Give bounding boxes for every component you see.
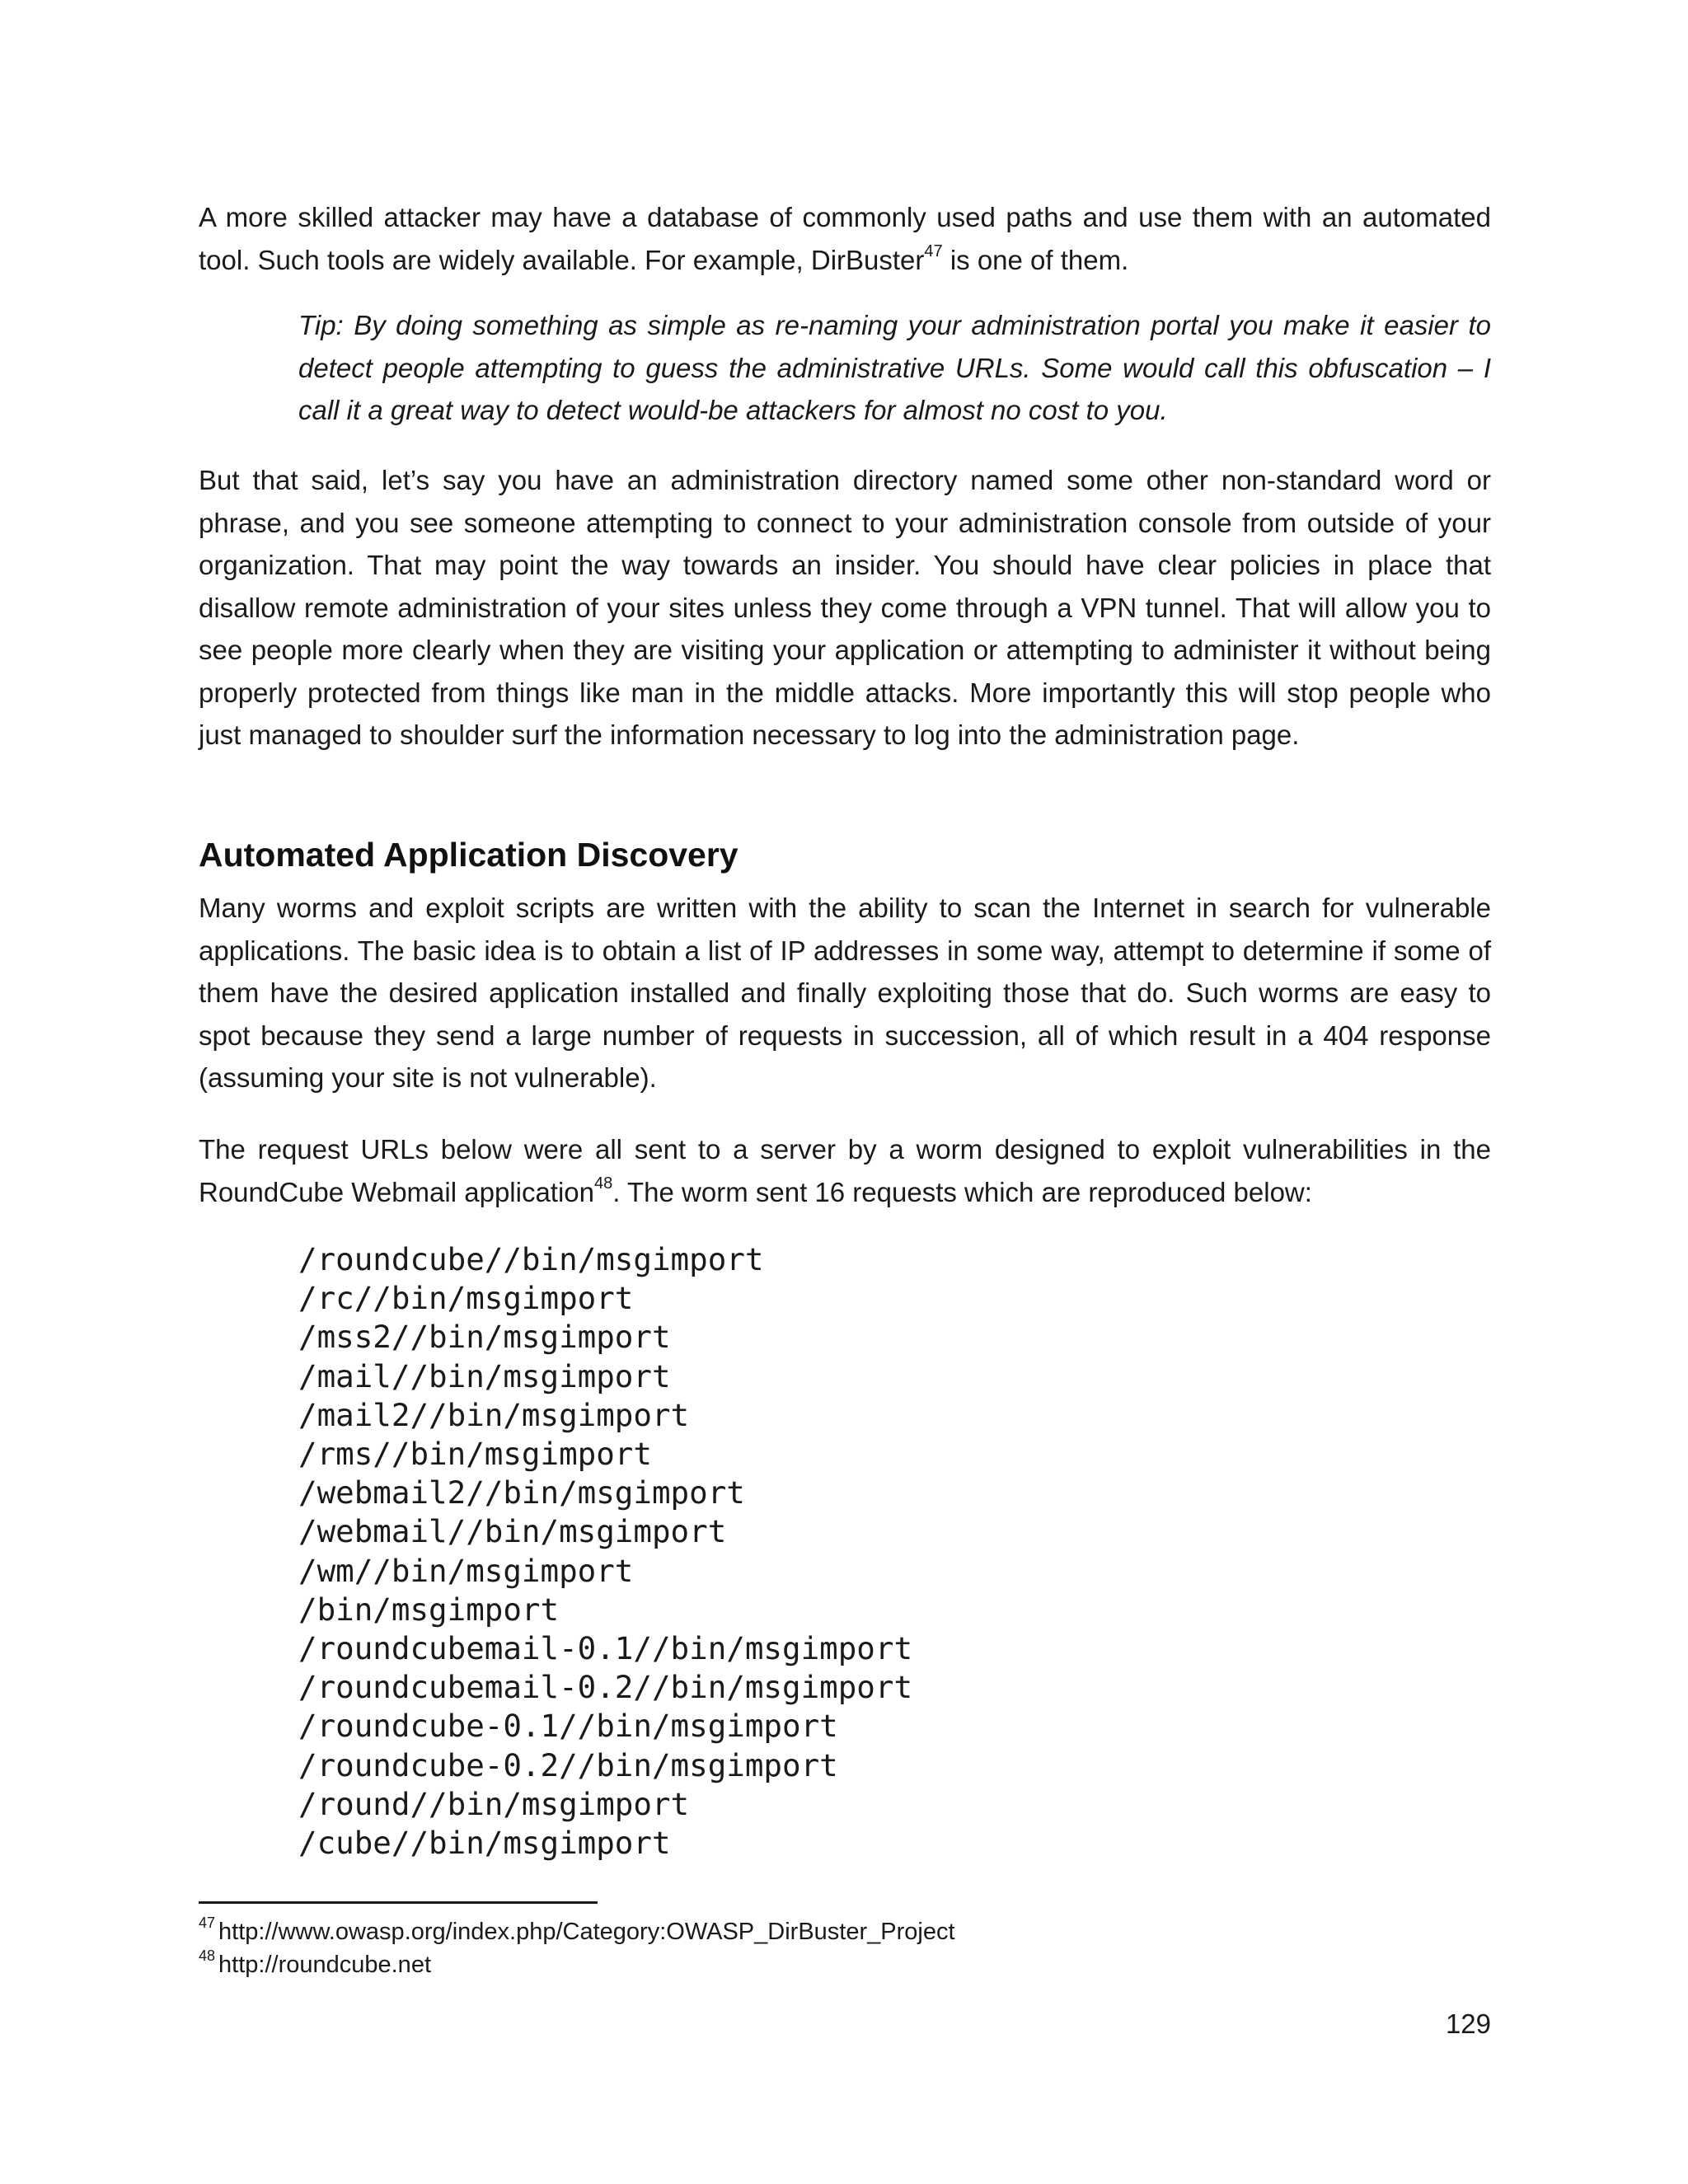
- paragraph-worms: [199, 887, 1491, 1099]
- tip-callout: Tip: By doing something as simple as re-naming your administration portal you make it easier to detect people attempting to guess the administrative URLs. Some would call this obfuscation – I call it a great way to detect would-be attackers for almost no cost to you.: [298, 310, 1491, 425]
- paragraph-roundcube: [199, 1128, 1491, 1213]
- footnote-link[interactable]: http://roundcube.net: [218, 1952, 432, 1978]
- footnote-link[interactable]: http://www.owasp.org/index.php/Category:OWASP_DirBuster_Project: [218, 1919, 955, 1945]
- paragraph-text: Many worms and exploit scripts are written with the ability to scan the Internet in search for vulnerable applications. The basic idea is to obtain a list of IP addresses in some way, attempt to determine if some of them have the desired application installed and finally exploiting those that do. Such worms are easy to spot because they send a large number of requests in succession, all of which result in a 404 response (assuming your site is not vulnerable).: [199, 893, 1491, 1093]
- request-url: /mss2//bin/msgimport: [298, 1319, 671, 1356]
- paragraph-admin-directory: [199, 459, 1491, 757]
- footnote-48: [199, 1948, 955, 1981]
- footnote-number: 48: [199, 1947, 216, 1965]
- paragraph-text: The request URLs below were all sent to a server by a worm designed to exploit vulnerabilities in the RoundCube Webmail application: [199, 1134, 1491, 1207]
- footnote-separator: [199, 1901, 598, 1904]
- section-heading: Automated Application Discovery: [199, 836, 738, 874]
- request-url: /mail//bin/msgimport: [298, 1357, 671, 1394]
- request-url: /webmail//bin/msgimport: [298, 1513, 727, 1550]
- request-url: /cube//bin/msgimport: [298, 1825, 671, 1862]
- request-url: /mail2//bin/msgimport: [298, 1396, 690, 1433]
- request-url: /roundcube-0.2//bin/msgimport: [298, 1746, 838, 1783]
- footnote-ref-48[interactable]: 48: [594, 1174, 613, 1193]
- footnotes: [199, 1915, 955, 1981]
- request-url: /round//bin/msgimport: [298, 1785, 690, 1822]
- paragraph-dirbuster: [199, 196, 1491, 281]
- paragraph-text: . The worm sent 16 requests which are reproduced below:: [612, 1176, 1312, 1207]
- paragraph-text: is one of them.: [942, 244, 1129, 275]
- page-number: 129: [1445, 2008, 1491, 2039]
- request-url: /roundcubemail-0.2//bin/msgimport: [298, 1669, 913, 1706]
- request-url-list: [298, 1240, 912, 1863]
- request-url: /roundcube//bin/msgimport: [298, 1241, 764, 1277]
- footnote-47: [199, 1915, 955, 1948]
- request-url: /roundcubemail-0.1//bin/msgimport: [298, 1630, 913, 1667]
- paragraph-text: But that said, let’s say you have an administration directory named some other non-standard word or phrase, and you see someone attempting to connect to your administration console from outside of your organization. That may point the way towards an insider. You should have clear policies in place that disallow remote administration of your sites unless they come through a VPN tunnel. That will allow you to see people more clearly when they are visiting your application or attempting to administer it without being properly protected from things like man in the middle attacks. More importantly this will stop people who just managed to shoulder surf the information necessary to log into the administration page.: [199, 465, 1491, 750]
- request-url: /rc//bin/msgimport: [298, 1280, 634, 1317]
- request-url: /roundcube-0.1//bin/msgimport: [298, 1708, 838, 1745]
- footnote-ref-47[interactable]: 47: [924, 241, 943, 260]
- request-url: /rms//bin/msgimport: [298, 1436, 652, 1473]
- paragraph-text: A more skilled attacker may have a database of commonly used paths and use them with an automated tool. Such tools are widely available. For example, DirBuster: [199, 202, 1491, 275]
- footnote-number: 47: [199, 1915, 216, 1932]
- request-url: /wm//bin/msgimport: [298, 1552, 634, 1589]
- request-url: /webmail2//bin/msgimport: [298, 1474, 745, 1511]
- request-url: /bin/msgimport: [298, 1591, 560, 1628]
